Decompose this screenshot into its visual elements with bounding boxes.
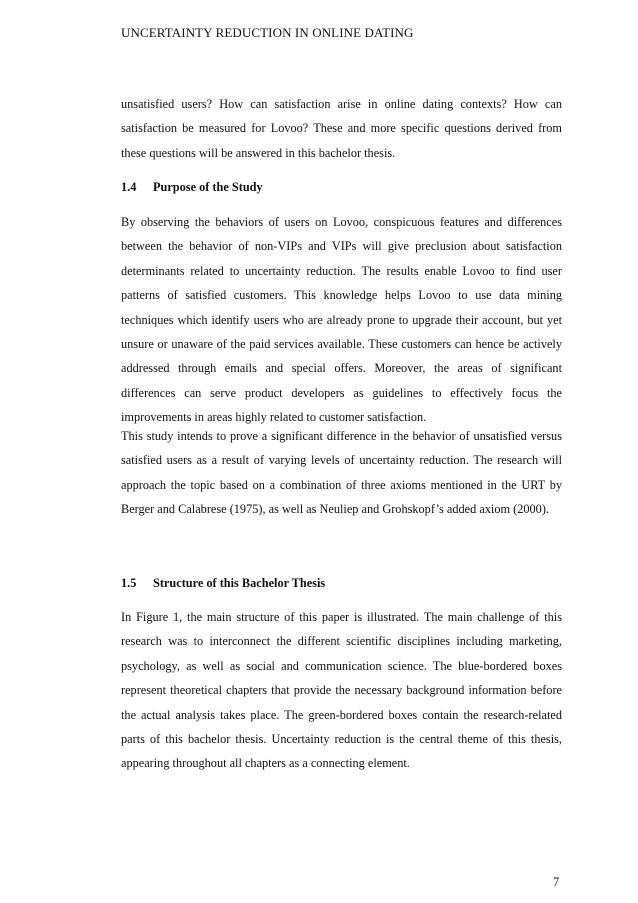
section-number: 1.4	[121, 180, 137, 194]
section-number: 1.5	[121, 576, 137, 590]
purpose-paragraph-1: By observing the behaviors of users on Lovoo, conspicuous features and differences between the behavior of non-VIPs and VIPs will give preclusion about satisfaction determinants related to uncertainty reduction. The results enable Lovoo to find user patterns of satisfied customers. This knowledge helps Lovoo to use data mining techniques which identify users who are already prone to upgrade their account, but yet unsure or unaware of the paid services available. These customers can hence be actively addressed through emails and special offers. Moreover, the areas of significant differences can serve product developers as guidelines to effectively focus the improvements in areas highly related to customer satisfaction.	[121, 215, 562, 425]
page-number: 7	[553, 875, 560, 889]
section-heading-purpose	[121, 180, 263, 195]
structure-paragraph-1: In Figure 1, the main structure of this paper is illustrated. The main challenge of this research was to interconnect the different scientific disciplines including marketing, psychology, as well as social and communication science. The blue-bordered boxes represent theoretical chapters that provide the necessary background information before the actual analysis takes place. The green-bordered boxes contain the research-related parts of this bachelor thesis. Uncertainty reduction is the central theme of this thesis, appearing throughout all chapters as a connecting element.	[121, 610, 562, 771]
intro-paragraph: unsatisfied users? How can satisfaction arise in online dating contexts? How can satisfaction be measured for Lovoo? These and more specific questions derived from these questions will be answered in this bachelor thesis.	[121, 97, 562, 160]
section-title: Purpose of the Study	[153, 180, 263, 194]
section-heading-structure	[121, 576, 325, 591]
section-title: Structure of this Bachelor Thesis	[153, 576, 326, 590]
running-header: UNCERTAINTY REDUCTION IN ONLINE DATING	[121, 25, 414, 40]
purpose-paragraph-2: This study intends to prove a significant difference in the behavior of unsatisfied versus satisfied users as a result of varying levels of uncertainty reduction. The research will approach the topic based on a combination of three axioms mentioned in the URT by Berger and Calabrese (1975), as well as Neuliep and Grohskopf’s added axiom (2000).	[121, 429, 562, 517]
